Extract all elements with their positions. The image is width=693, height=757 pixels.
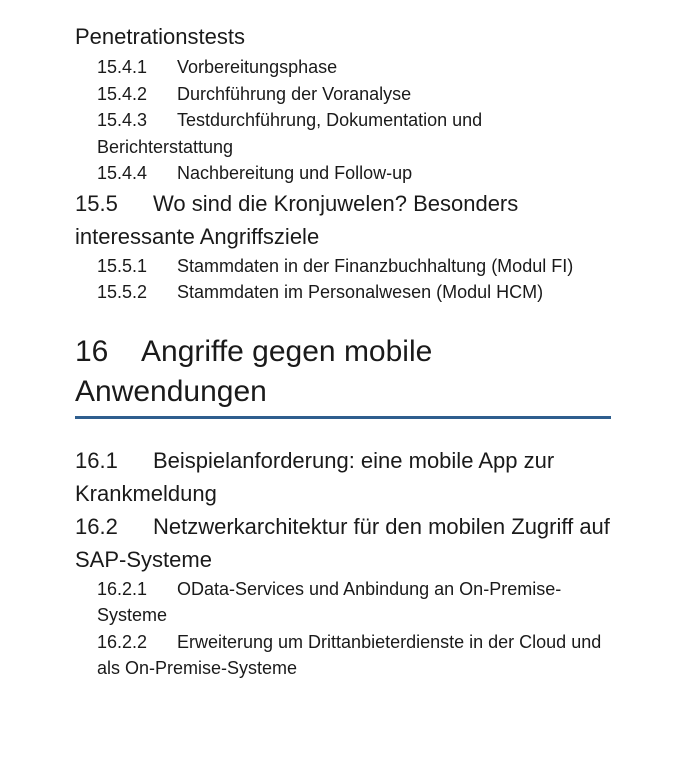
toc-entry-title: Beispielanforderung: eine mobile App zur Krankmeldung <box>75 447 555 506</box>
toc-entry-title: Stammdaten im Personalwesen (Modul HCM) <box>177 282 544 302</box>
toc-entry-number: 15.4.3 <box>97 110 148 130</box>
chapter-divider <box>75 416 611 419</box>
toc-entry-number: 16.2 <box>75 513 118 539</box>
toc-entry <box>75 54 615 81</box>
toc-entry <box>75 187 615 253</box>
toc-entry-number: 15.5.2 <box>97 282 148 302</box>
toc-entry-number: 15.5 <box>75 190 118 216</box>
toc-entry-number: 16.1 <box>75 447 118 473</box>
toc-entry-title: OData-Services und Anbindung an On-Premise-Systeme <box>97 578 562 625</box>
toc-entry-number: 15.4.2 <box>97 83 148 104</box>
toc-entry-number: 15.5.1 <box>97 255 148 276</box>
toc-entry-title: Netzwerkarchitektur für den mobilen Zugriff auf SAP-Systeme <box>75 513 610 572</box>
toc-entry <box>75 629 615 682</box>
toc-entry <box>75 20 615 53</box>
toc-entry-title: Wo sind die Kronjuwelen? Besonders interessante Angriffsziele <box>75 190 519 249</box>
toc-entry-title: Penetrationstests <box>75 24 245 49</box>
table-of-contents <box>75 0 615 682</box>
toc-entry <box>75 107 615 160</box>
toc-entry-number: 15.4.4 <box>97 163 148 183</box>
toc-entry <box>75 444 615 510</box>
toc-entry <box>75 81 615 108</box>
toc-entry <box>75 279 615 306</box>
toc-entry-title: Stammdaten in der Finanzbuchhaltung (Modul FI) <box>177 255 574 276</box>
toc-entry <box>75 576 615 629</box>
toc-entry-title: Durchführung der Voranalyse <box>177 83 412 104</box>
toc-entry-title: Vorbereitungsphase <box>177 57 338 77</box>
toc-entry-title: Testdurchführung, Dokumentation und Berichterstattung <box>97 110 483 157</box>
toc-entry-number: 16.2.1 <box>97 578 148 599</box>
toc-entry <box>75 160 615 187</box>
toc-entry-number: 16.2.2 <box>97 631 148 652</box>
chapter-heading <box>75 332 615 412</box>
toc-entry <box>75 510 615 576</box>
toc-entry <box>75 253 615 280</box>
toc-entry-title: Nachbereitung und Follow-up <box>177 163 413 183</box>
chapter-title: Angriffe gegen mobile Anwendungen <box>75 334 433 408</box>
chapter-number: 16 <box>75 334 109 368</box>
toc-entry-number: 15.4.1 <box>97 57 148 77</box>
toc-entry-title: Erweiterung um Drittanbieterdienste in der Cloud und als On-Premise-Systeme <box>97 631 602 678</box>
